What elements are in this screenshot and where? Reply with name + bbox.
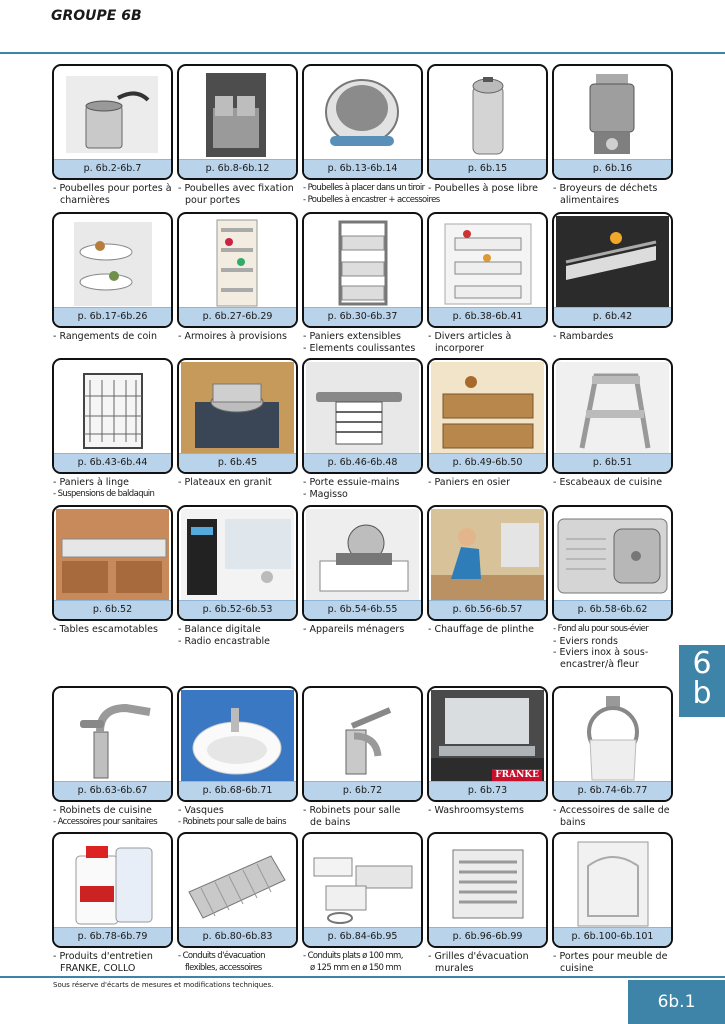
description-line: - Rambardes	[553, 331, 614, 342]
page-reference: p. 6b.78-6b.79	[54, 927, 171, 946]
description-line: - Broyeurs de déchets	[553, 183, 658, 194]
flat-duct-image	[306, 836, 419, 929]
description-line: - Poubelles pour portes à	[53, 183, 172, 194]
page-reference: p. 6b.52	[54, 600, 171, 619]
page-title: GROUPE 6B	[51, 8, 142, 24]
description-line: - Grilles d'évacuation	[428, 951, 529, 962]
product-frame	[302, 686, 423, 802]
washroom-image	[431, 690, 544, 783]
page-reference: p. 6b.45	[179, 453, 296, 472]
product-frame	[177, 832, 298, 948]
page-reference: p. 6b.54-6b.55	[304, 600, 421, 619]
page-reference: p. 6b.100-6b.101	[554, 927, 671, 946]
description-line: bains	[560, 816, 586, 828]
larder-cabinet-image	[181, 216, 294, 309]
product-frame	[177, 686, 298, 802]
page-reference: p. 6b.72	[304, 781, 421, 800]
page-reference: p. 6b.17-6b.26	[54, 307, 171, 326]
description-line: - Paniers extensibles	[303, 331, 401, 342]
description-line: murales	[435, 962, 474, 974]
product-description	[178, 951, 302, 974]
product-frame	[52, 212, 173, 328]
product-description	[553, 183, 677, 206]
food-waste-disposer-image	[556, 68, 669, 161]
page-reference: p. 6b.46-6b.48	[304, 453, 421, 472]
product-description	[553, 477, 677, 489]
page-reference: p. 6b.74-6b.77	[554, 781, 671, 800]
product-description	[428, 805, 552, 817]
description-line: incorporer	[435, 342, 484, 354]
product-description	[303, 331, 427, 354]
round-bin-on-door-image	[56, 68, 169, 161]
product-description	[553, 951, 677, 974]
page-reference: p. 6b.63-6b.67	[54, 781, 171, 800]
page-reference: p. 6b.8-6b.12	[179, 159, 296, 178]
product-description	[553, 331, 677, 343]
description-line: - Porte essuie-mains	[303, 477, 400, 488]
product-frame	[52, 64, 173, 180]
worktop-rail-image	[556, 216, 669, 309]
wicker-baskets-image	[431, 362, 544, 455]
description-line: - Conduits plats ø 100 mm,	[303, 951, 403, 961]
brand-logo: FRANKE	[492, 769, 542, 781]
granite-trivet-image	[181, 362, 294, 455]
description-line: - Vasques	[178, 805, 224, 816]
product-description	[428, 951, 552, 974]
description-line: pour portes	[185, 194, 241, 206]
product-description	[553, 624, 677, 670]
product-description	[178, 477, 302, 489]
description-line: ø 125 mm en ø 150 mm	[310, 962, 401, 973]
page-reference: p. 6b.43-6b.44	[54, 453, 171, 472]
description-line: - Poubelles à pose libre	[428, 183, 538, 194]
product-frame	[302, 212, 423, 328]
product-description	[53, 183, 177, 206]
pedal-bin-image	[431, 68, 544, 161]
product-frame	[177, 64, 298, 180]
product-description	[303, 805, 427, 828]
product-description	[178, 331, 302, 343]
page-reference: p. 6b.80-6b.83	[179, 927, 296, 946]
product-description	[303, 183, 440, 206]
description-line: - Robinets pour salle de bains	[178, 816, 286, 827]
cabinet-door-image	[556, 836, 669, 929]
product-description	[178, 183, 302, 206]
description-line: - Chauffage de plinthe	[428, 624, 535, 635]
page-reference: p. 6b.96-6b.99	[429, 927, 546, 946]
page-reference: p. 6b.27-6b.29	[179, 307, 296, 326]
description-line: - Accessoires de salle de	[553, 805, 670, 816]
description-line: - Divers articles à	[428, 331, 512, 342]
page-reference: p. 6b.30-6b.37	[304, 307, 421, 326]
kitchen-tap-image	[56, 690, 169, 783]
product-description	[303, 951, 427, 974]
product-frame	[552, 832, 673, 948]
section-tab	[679, 645, 725, 717]
description-line: - Fond alu pour sous-évier	[553, 624, 649, 634]
cleaning-products-image	[56, 836, 169, 929]
product-frame	[302, 64, 423, 180]
description-line: FRANKE, COLLO	[60, 962, 136, 974]
product-description	[303, 624, 427, 636]
description-line: - Produits d'entretien	[53, 951, 153, 962]
page-reference: p. 6b.42	[554, 307, 671, 326]
digital-scale-radio-image	[181, 509, 294, 602]
product-frame	[552, 686, 673, 802]
product-frame	[427, 686, 548, 802]
description-line: cuisine	[560, 962, 594, 974]
slicer-in-drawer-image	[306, 509, 419, 602]
product-frame	[427, 505, 548, 621]
product-description	[178, 805, 302, 828]
description-line: - Rangements de coin	[53, 331, 157, 342]
bathroom-tap-image	[306, 690, 419, 783]
stainless-sink-image	[556, 509, 669, 602]
towel-rail-image	[306, 362, 419, 455]
description-line: encastrer/à fleur	[560, 658, 639, 670]
page-reference: p. 6b.73	[429, 781, 546, 800]
washbasin-image	[181, 690, 294, 783]
corner-storage-image	[56, 216, 169, 309]
page-reference: p. 6b.68-6b.71	[179, 781, 296, 800]
product-frame	[52, 686, 173, 802]
product-frame	[52, 505, 173, 621]
description-line: - Accessoires pour sanitaires	[53, 816, 158, 827]
description-line: - Portes pour meuble de	[553, 951, 668, 962]
product-frame	[427, 212, 548, 328]
description-line: de bains	[310, 816, 351, 828]
description-line: - Radio encastrable	[178, 635, 270, 647]
product-description	[53, 624, 177, 636]
product-description	[428, 331, 552, 354]
product-description	[303, 477, 427, 500]
description-line: - Plateaux en granit	[178, 477, 272, 488]
page-reference: p. 6b.15	[429, 159, 546, 178]
description-line: - Robinets pour salle	[303, 805, 401, 816]
door-rack-image	[431, 216, 544, 309]
product-frame	[177, 212, 298, 328]
step-stool-image	[556, 362, 669, 455]
description-line: - Washroomsystems	[428, 805, 524, 816]
product-description	[428, 183, 552, 195]
product-frame	[427, 64, 548, 180]
page-reference: p. 6b.84-6b.95	[304, 927, 421, 946]
page-reference: p. 6b.38-6b.41	[429, 307, 546, 326]
product-frame	[52, 358, 173, 474]
product-frame	[552, 505, 673, 621]
page-reference: p. 6b.51	[554, 453, 671, 472]
description-line: - Poubelles à encastrer + accessoires	[303, 194, 440, 205]
description-line: - Escabeaux de cuisine	[553, 477, 663, 488]
towel-ring-image	[556, 690, 669, 783]
description-line: flexibles, accessoires	[185, 962, 262, 973]
page-reference: p. 6b.58-6b.62	[554, 600, 671, 619]
description-line: - Magisso	[303, 488, 348, 500]
description-line: - Suspensions de baldaquin	[53, 488, 155, 499]
product-frame	[427, 832, 548, 948]
product-description	[53, 477, 177, 500]
page-reference: p. 6b.52-6b.53	[179, 600, 296, 619]
product-frame	[52, 832, 173, 948]
page-reference: p. 6b.2-6b.7	[54, 159, 171, 178]
description-line: - Conduits d'évacuation	[178, 951, 265, 961]
description-line: - Paniers à linge	[53, 477, 129, 488]
product-description	[428, 624, 552, 636]
product-frame	[302, 505, 423, 621]
footer-disclaimer: Sous réserve d'écarts de mesures et modifications techniques.	[53, 981, 274, 989]
wall-grille-image	[431, 836, 544, 929]
in-drawer-bin-image	[306, 68, 419, 161]
description-line: - Robinets de cuisine	[53, 805, 152, 816]
product-frame	[552, 212, 673, 328]
description-line: - Eviers inox à sous-	[553, 647, 649, 658]
product-description	[53, 331, 177, 343]
product-description	[428, 477, 552, 489]
product-frame	[177, 505, 298, 621]
page-reference: p. 6b.16	[554, 159, 671, 178]
description-line: - Appareils ménagers	[303, 624, 405, 635]
product-frame	[302, 358, 423, 474]
description-line: - Poubelles à placer dans un tiroir	[303, 183, 425, 193]
description-line: - Eviers ronds	[553, 635, 618, 647]
footer-divider	[0, 976, 725, 978]
page-reference: p. 6b.56-6b.57	[429, 600, 546, 619]
product-description	[53, 805, 177, 828]
section-tab-letter: b	[692, 676, 712, 711]
description-line: - Armoires à provisions	[178, 331, 287, 342]
description-line: - Balance digitale	[178, 624, 261, 635]
product-frame	[177, 358, 298, 474]
description-line: - Poubelles avec fixation	[178, 183, 294, 194]
description-line: - Paniers en osier	[428, 477, 510, 488]
product-description	[178, 624, 302, 647]
page-reference: p. 6b.13-6b.14	[304, 159, 421, 178]
description-line: - Tables escamotables	[53, 624, 158, 635]
flexible-duct-image	[181, 836, 294, 929]
pull-out-bin-frame-image	[181, 68, 294, 161]
pull-out-table-image	[56, 509, 169, 602]
page-reference: p. 6b.49-6b.50	[429, 453, 546, 472]
page-number: 6b.1	[628, 980, 725, 1024]
product-frame	[427, 358, 548, 474]
description-line: alimentaires	[560, 194, 619, 206]
description-line: - Elements coulissantes	[303, 342, 416, 354]
wire-laundry-basket-image	[56, 362, 169, 455]
description-line: charnières	[60, 194, 110, 206]
product-description	[53, 951, 177, 974]
product-frame	[552, 64, 673, 180]
product-frame	[302, 832, 423, 948]
pull-out-basket-frame-image	[306, 216, 419, 309]
section-tab-number: 6	[692, 646, 712, 681]
plinth-heater-image	[431, 509, 544, 602]
product-frame	[552, 358, 673, 474]
product-description	[553, 805, 677, 828]
